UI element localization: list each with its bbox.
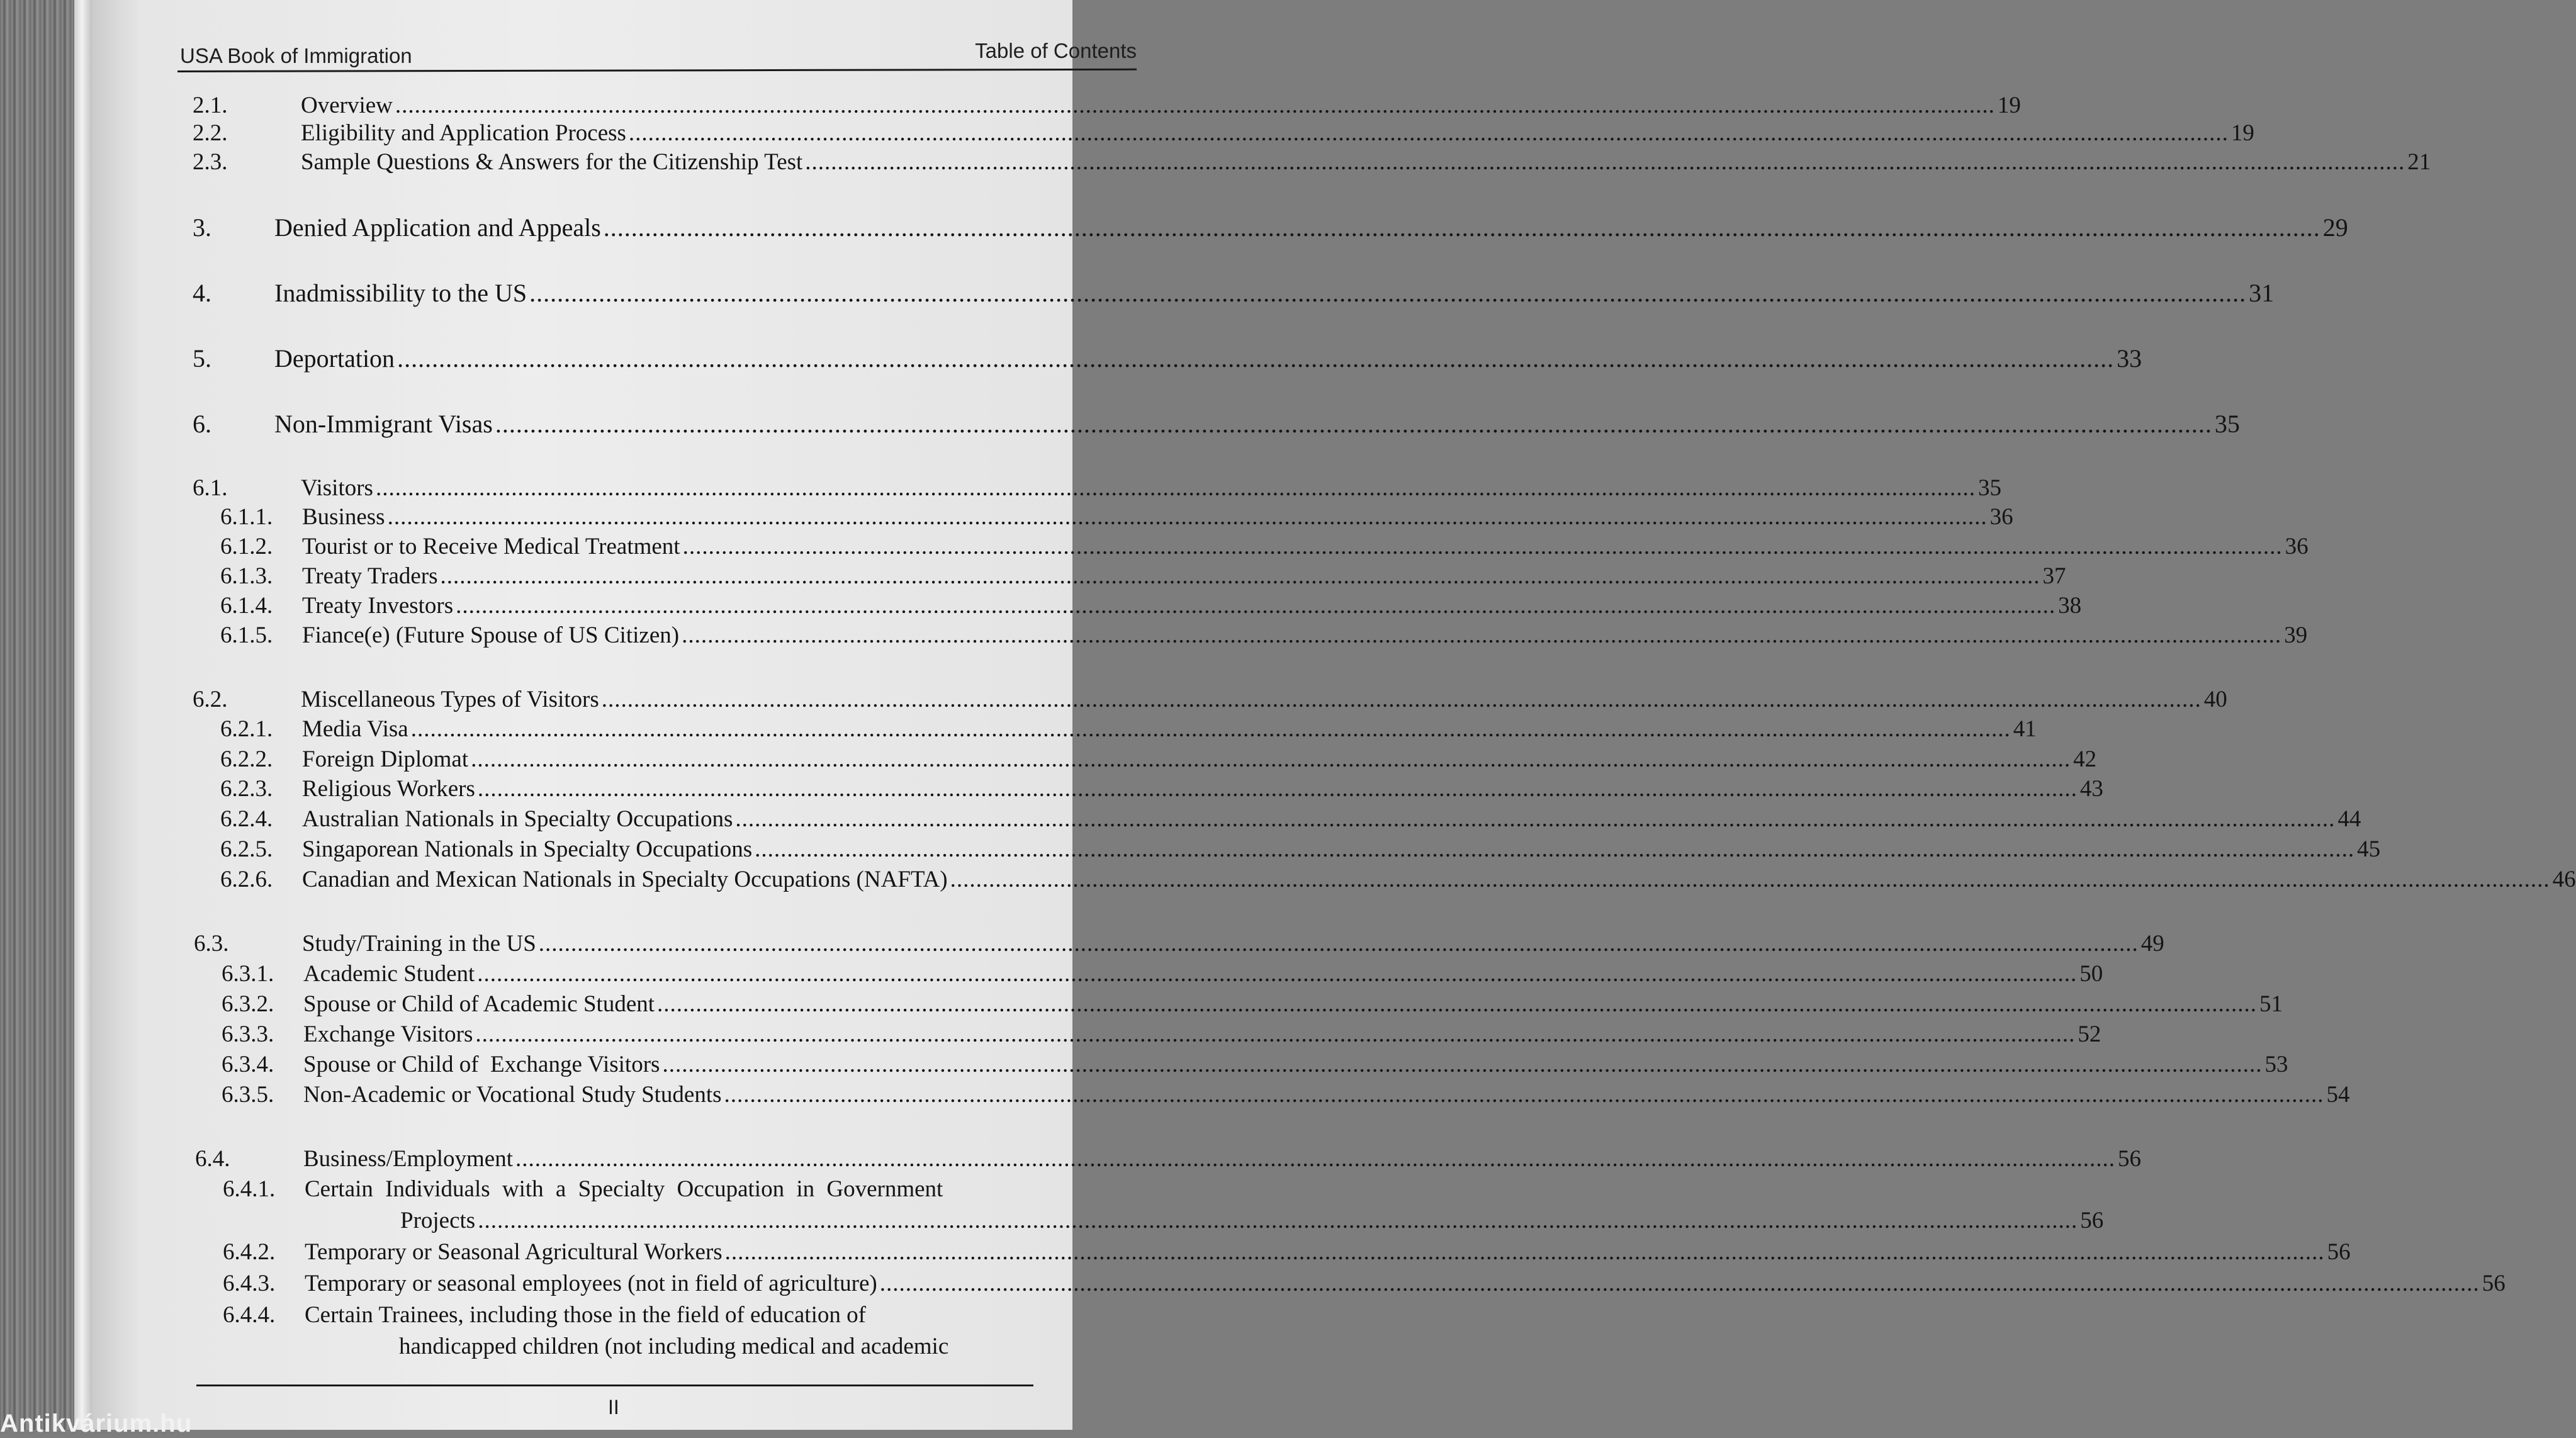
entry-number: 6.4. [195, 1146, 230, 1172]
dot-leader [725, 1239, 2325, 1266]
dot-leader [515, 1145, 2115, 1172]
dot-leader [529, 278, 2246, 308]
entry-title: Spouse or Child of Academic Student [303, 991, 655, 1017]
entry-page: 52 [2078, 1021, 2101, 1047]
entry-title: Singaporean Nationals in Specialty Occupations [302, 836, 753, 862]
dot-leader [682, 622, 2281, 649]
footer-rule [196, 1385, 1033, 1386]
toc-entry [194, 930, 2164, 957]
dot-leader [441, 563, 2040, 590]
entry-number: 6.4.4. [223, 1302, 276, 1328]
entry-number: 6. [193, 410, 211, 438]
entry-number: 6.2.3. [220, 776, 273, 802]
entry-page: 35 [1977, 475, 2001, 501]
entry-number: 6.2.4. [220, 806, 273, 832]
toc-entry [195, 1145, 2141, 1172]
toc-entry [193, 149, 2431, 176]
entry-number: 6.2. [193, 687, 228, 712]
entry-page: 45 [2357, 836, 2381, 862]
toc-entry [193, 775, 2103, 802]
entry-title: Religious Workers [302, 776, 475, 802]
entry-title: Overview [301, 93, 393, 118]
entry-page: 53 [2264, 1052, 2288, 1077]
toc-entry-continuation [400, 1207, 2104, 1234]
dot-leader [471, 746, 2071, 773]
entry-title: Exchange Visitors [303, 1021, 473, 1047]
entry-title: Canadian and Mexican Nationals in Specialty Occupations (NAFTA) [302, 867, 948, 892]
entry-page: 39 [2284, 622, 2308, 648]
entry-page: 56 [2327, 1239, 2351, 1265]
entry-title: Temporary or Seasonal Agricultural Workers [305, 1239, 723, 1265]
toc-entry [193, 716, 2037, 743]
entry-number: 6.1.3. [220, 563, 273, 589]
dot-leader [683, 533, 2283, 560]
entry-title-continued: Projects [400, 1208, 476, 1233]
entry-number: 6.3.2. [222, 991, 274, 1017]
toc-entry [195, 1301, 1060, 1328]
entry-page: 21 [2407, 149, 2431, 175]
toc-entry [193, 475, 2001, 502]
section-title: Table of Contents [975, 39, 1137, 62]
entry-page: 51 [2259, 991, 2283, 1017]
entry-title: Deportation [274, 344, 395, 373]
toc-entry [193, 120, 2254, 147]
toc-entry [194, 1081, 2350, 1108]
entry-page: 56 [2080, 1208, 2104, 1233]
entry-number: 6.1.4. [220, 593, 273, 619]
entry-number: 2.3. [193, 149, 228, 175]
entry-number: 6.3.5. [222, 1082, 274, 1108]
dot-leader [411, 716, 2011, 743]
entry-title: Foreign Diplomat [302, 746, 469, 772]
entry-title: Denied Application and Appeals [274, 213, 601, 242]
entry-title: Miscellaneous Types of Visitors [301, 687, 599, 712]
toc-entry [195, 1176, 1060, 1203]
entry-title: Spouse or Child of Exchange Visitors [303, 1052, 660, 1077]
toc-entry [193, 836, 2381, 863]
entry-page: 43 [2079, 776, 2103, 802]
toc-chapter [193, 278, 2275, 308]
entry-page: 19 [1997, 93, 2021, 118]
entry-title: Certain Individuals with a Specialty Occupation in Government [305, 1176, 943, 1202]
entry-page: 29 [2322, 213, 2348, 242]
entry-page: 42 [2073, 746, 2097, 772]
entry-page: 37 [2042, 563, 2066, 589]
entry-title: Eligibility and Application Process [301, 120, 626, 146]
book-page [92, 0, 2576, 1430]
entry-page: 36 [2285, 534, 2309, 559]
entry-page: 54 [2326, 1082, 2350, 1108]
entry-number: 6.1. [193, 475, 228, 501]
dot-leader [376, 475, 1976, 502]
toc-entry [193, 686, 2227, 713]
entry-number: 6.2.1. [220, 716, 273, 742]
page-number: II [608, 1396, 619, 1418]
dot-leader [395, 92, 1995, 119]
toc-chapter [193, 344, 2142, 373]
toc-entry [194, 991, 2283, 1018]
dot-leader [657, 991, 2257, 1018]
table-of-contents [92, 0, 2576, 1430]
entry-page: 38 [2058, 593, 2082, 619]
entry-title: Media Visa [302, 716, 408, 742]
dot-leader [880, 1270, 2480, 1297]
entry-number: 6.2.2. [220, 746, 273, 772]
entry-title: Academic Student [303, 961, 475, 987]
entry-title: Tourist or to Receive Medical Treatment [302, 534, 680, 559]
dot-leader [950, 866, 2550, 893]
entry-title: Non-Academic or Vocational Study Students [303, 1082, 722, 1108]
entry-number: 6.1.5. [220, 622, 273, 648]
toc-entry [193, 92, 2021, 119]
toc-entry [195, 1239, 2351, 1266]
dot-leader [629, 120, 2229, 147]
dot-leader [602, 686, 2202, 713]
entry-page: 35 [2214, 410, 2240, 438]
entry-number: 6.3.3. [222, 1021, 274, 1047]
toc-chapter [193, 409, 2240, 439]
toc-entry [194, 960, 2103, 987]
toc-entry [193, 563, 2066, 590]
entry-title: Sample Questions & Answers for the Citizenship Test [301, 149, 803, 175]
watermark: Antikvárium.hu [0, 1410, 193, 1437]
entry-title: Australian Nationals in Specialty Occupations [302, 806, 733, 832]
entry-title: Study/Training in the US [302, 931, 536, 957]
entry-page: 19 [2230, 120, 2254, 146]
toc-chapter [193, 213, 2348, 242]
entry-page: 56 [2118, 1146, 2141, 1172]
entry-title: Fiance(e) (Future Spouse of US Citizen) [302, 622, 680, 648]
book-title: USA Book of Immigration [180, 44, 412, 67]
toc-entry [194, 1051, 2288, 1078]
entry-title: Non-Immigrant Visas [274, 410, 493, 438]
toc-entry [193, 746, 2097, 773]
entry-number: 5. [193, 344, 211, 373]
toc-entry [193, 592, 2082, 619]
entry-page: 49 [2140, 931, 2164, 957]
entry-number: 6.4.3. [223, 1271, 276, 1296]
dot-leader [604, 213, 2320, 242]
entry-number: 6.1.1. [220, 504, 273, 530]
entry-number: 6.3.1. [222, 961, 274, 987]
entry-page: 50 [2079, 961, 2103, 987]
toc-entry-continuation [399, 1333, 1060, 1360]
entry-title-continued: handicapped children (not including medical and academic [399, 1334, 949, 1359]
toc-entry [193, 622, 2308, 649]
entry-number: 6.1.2. [220, 534, 273, 559]
entry-page: 33 [2117, 344, 2142, 373]
toc-entry [193, 533, 2309, 560]
entry-title: Business [302, 504, 385, 530]
entry-page: 44 [2337, 806, 2361, 832]
entry-page: 46 [2552, 867, 2576, 892]
dot-leader [475, 1021, 2075, 1048]
toc-entry [193, 806, 2361, 833]
toc-entry [193, 866, 2576, 893]
entry-title: Temporary or seasonal employees (not in field of agriculture) [305, 1271, 877, 1296]
dot-leader [539, 930, 2139, 957]
entry-title: Business/Employment [303, 1146, 513, 1172]
dot-leader [495, 409, 2212, 439]
entry-page: 56 [2482, 1271, 2506, 1296]
entry-page: 41 [2013, 716, 2037, 742]
entry-title: Treaty Investors [302, 593, 454, 619]
entry-number: 6.4.2. [223, 1239, 276, 1265]
entry-title: Inadmissibility to the US [274, 279, 527, 307]
toc-entry [194, 1021, 2101, 1048]
toc-entry [195, 1270, 2506, 1297]
entry-page: 40 [2203, 687, 2227, 712]
entry-number: 6.3.4. [222, 1052, 274, 1077]
dot-leader [397, 344, 2114, 373]
dot-leader [735, 806, 2335, 833]
dot-leader [662, 1051, 2262, 1078]
dot-leader [477, 960, 2077, 987]
entry-number: 3. [193, 213, 211, 242]
dot-leader [805, 149, 2405, 176]
entry-title: Certain Trainees, including those in the field of education of [305, 1302, 866, 1328]
dot-leader [478, 775, 2078, 802]
page-edge [74, 0, 93, 1430]
entry-title: Visitors [301, 475, 373, 501]
dot-leader [724, 1081, 2324, 1108]
entry-page: 36 [1989, 504, 2013, 530]
dot-leader [456, 592, 2056, 619]
dot-leader [478, 1207, 2078, 1234]
toc-entry [193, 503, 2013, 531]
entry-page: 31 [2249, 279, 2275, 307]
entry-number: 6.3. [194, 931, 229, 957]
entry-number: 6.2.6. [220, 867, 273, 892]
entry-number: 4. [193, 279, 211, 307]
dot-leader [388, 503, 1988, 531]
entry-number: 6.4.1. [223, 1176, 276, 1202]
entry-number: 2.2. [193, 120, 228, 146]
entry-number: 2.1. [193, 93, 228, 118]
entry-number: 6.2.5. [220, 836, 273, 862]
dot-leader [755, 836, 2354, 863]
entry-title: Treaty Traders [302, 563, 438, 589]
